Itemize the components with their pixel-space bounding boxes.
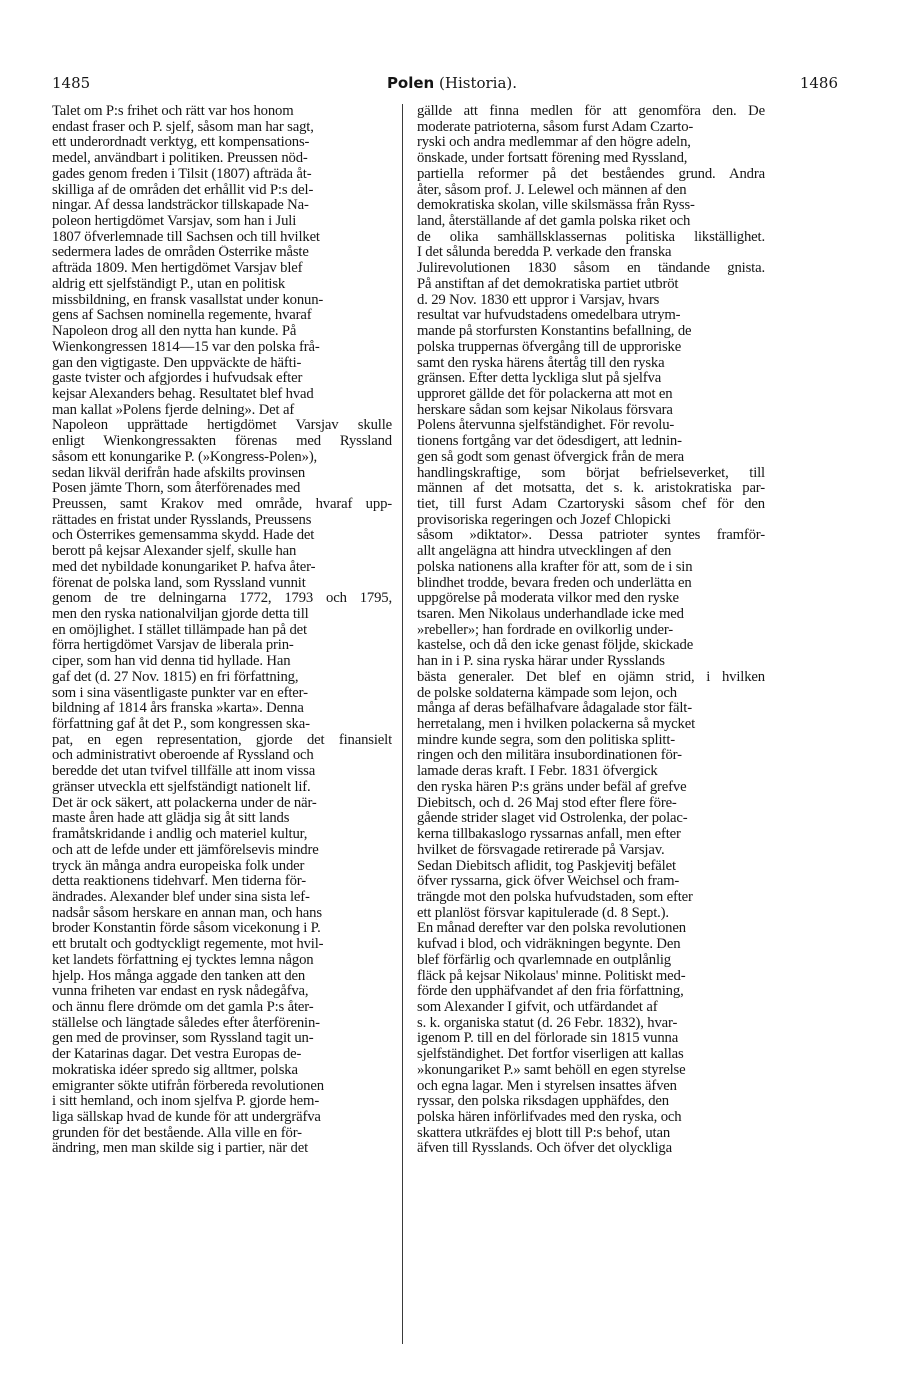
text-line: demokratiska skolan, ville skilsmässa från Ryss- bbox=[417, 198, 695, 214]
text-line: allt angelägna att hindra utvecklingen af den bbox=[417, 544, 672, 560]
text-line: land, återställande af det gamla polska riket och bbox=[417, 214, 691, 230]
text-line: missbildning, en fransk vasallstat under konun- bbox=[52, 292, 324, 308]
text-line: gan den vigtigaste. Den uppväckte de häfti- bbox=[52, 355, 302, 371]
text-line: polska truppernas öfvergång till de upproriske bbox=[417, 339, 682, 355]
text-line: skattera utkräfdes ej blott till P:s behof, utan bbox=[417, 1125, 671, 1141]
text-line: trängde mot den polska hufvudstaden, som efter bbox=[417, 889, 693, 905]
text-line: berott på kejsar Alexander sjelf, skulle han bbox=[52, 544, 297, 560]
text-line: partiella reformer på det beståendes grund. Andra bbox=[417, 166, 765, 182]
text-line: kerna tillbakaslogo ryssarnas anfall, men efter bbox=[417, 827, 681, 843]
text-line: handlingskraftige, som börjat befrielseverket, till bbox=[417, 465, 765, 481]
text-line: som i sina väsentligaste punkter var en efter- bbox=[52, 685, 308, 701]
text-line: ett planlöst försvar kapitulerade (d. 8 Sept.). bbox=[417, 905, 669, 921]
text-line: och att de lefde under ett jämförelsevis mindre bbox=[52, 842, 319, 858]
text-line: moderate patrioterna, såsom furst Adam Czarto- bbox=[417, 119, 694, 135]
text-line: många af deras befälhafvare ådagalade stor fält- bbox=[417, 701, 692, 717]
text-line: blef förfärlig och qvarlemnade en outplånlig bbox=[417, 952, 672, 968]
text-line: sedan likväl derifrån hade afskilts provinsen bbox=[52, 465, 306, 481]
text-line: provisoriska regeringen och Jozef Chlopicki bbox=[417, 512, 671, 528]
text-line: mindre kunde segra, som den politiska splitt- bbox=[417, 732, 675, 748]
text-line: författning gaf åt det P., som kongressen ska- bbox=[52, 717, 310, 733]
text-line: gaf det (d. 27 Nov. 1815) en fri författning, bbox=[52, 669, 299, 685]
text-line: igenom P. till en del förlorade sin 1815 vunna bbox=[417, 1031, 679, 1047]
text-line: der Katarinas dagar. Det vestra Europas de- bbox=[52, 1047, 302, 1063]
text-line: Preussen, samt Krakov med område, hvaraf upp- bbox=[52, 496, 392, 512]
running-header bbox=[0, 74, 904, 92]
text-line: han in i P. sina ryska härar under Rysslands bbox=[417, 654, 665, 670]
text-line: de polske soldaterna kämpade som lejon, och bbox=[417, 685, 677, 701]
text-line: åter, såsom prof. J. Lelewel och männen af den bbox=[417, 182, 687, 198]
text-line: aldrig ett sjelfständigt P., utan en politisk bbox=[52, 276, 286, 292]
text-line: gällde att finna medlen för att genomföra den. De bbox=[417, 104, 765, 119]
text-line: Napoleon drog all den nytta han kunde. På bbox=[52, 324, 297, 340]
text-line: kejsar Alexanders behag. Resultatet blef hvad bbox=[52, 386, 314, 402]
text-line: en omöjlighet. I stället tillämpade han på det bbox=[52, 622, 307, 638]
text-line: pat, en egen representation, gjorde det finansielt bbox=[52, 732, 392, 748]
text-line: herretalang, men i hvilken polackerna så mycket bbox=[417, 717, 696, 733]
text-line: gående strider slaget vid Ostrolenka, der polac- bbox=[417, 811, 688, 827]
text-line: hjelp. Hos många aggade den tanken att den bbox=[52, 968, 306, 984]
text-line: Sedan Diebitsch aflidit, tog Paskjevitj befälet bbox=[417, 858, 676, 874]
text-line: tiet, till furst Adam Czartoryski såsom chef för den bbox=[417, 496, 765, 512]
text-line: 1807 öfverlemnade till Sachsen och till hvilket bbox=[52, 229, 320, 245]
text-line: den ryska hären P:s gräns under befäl af grefve bbox=[417, 779, 687, 795]
text-line: rättades en fristat under Rysslands, Preussens bbox=[52, 512, 312, 528]
text-line: gen så godt som genast öfvergick från de mera bbox=[417, 449, 685, 465]
running-header-title: Polen bbox=[386, 74, 435, 92]
text-line: hvilket de försvagade retirerade på Varsjav. bbox=[417, 842, 665, 858]
right-page-number: 1486 bbox=[799, 74, 838, 92]
text-line: Posen jämte Thorn, som återförenades med bbox=[52, 481, 301, 497]
text-line: Napoleon upprättade hertigdömet Varsjav skulle bbox=[52, 418, 392, 434]
text-line: blindhet trodde, bevara freden och underlätta en bbox=[417, 575, 692, 591]
text-line: gades genom freden i Tilsit (1807) afträda åt- bbox=[52, 166, 312, 182]
text-line: bästa generaler. Det blef en ojämn strid, i hvilken bbox=[417, 669, 765, 685]
text-line: i sitt hemland, och inom sjelfva P. gjorde hem- bbox=[52, 1094, 320, 1110]
text-line: ett underordnadt verktyg, ett kompensations- bbox=[52, 135, 310, 151]
text-line: emigranter sökte utifrån förbereda revolutionen bbox=[52, 1078, 324, 1094]
text-line: upproret gällde det för polackerna att mot en bbox=[417, 386, 673, 402]
text-line: gens af Sachsen nominella regemente, hvaraf bbox=[52, 308, 312, 324]
text-line: kastelse, och då den icke genast följde, skickade bbox=[417, 638, 694, 654]
text-line: gränser utveckla ett sjelfständigt nationelt lif. bbox=[52, 779, 311, 795]
text-line: lamade deras kraft. I Febr. 1831 öfvergick bbox=[417, 764, 658, 780]
text-line: tionens fortgång var det ödesdigert, att lednin- bbox=[417, 434, 682, 450]
text-line: men den ryska nationalviljan gjorde detta till bbox=[52, 607, 309, 622]
text-line: mande på storfursten Konstantins befallning, de bbox=[417, 324, 692, 340]
text-line: gen med de provinser, som Ryssland tagit un- bbox=[52, 1031, 314, 1047]
text-line: ändring, men man skilde sig i partier, när det bbox=[52, 1141, 308, 1157]
text-line: ryssar, den polska riksdagen upphäfdes, den bbox=[417, 1094, 669, 1110]
text-line: gaste tvister och afgjordes i hufvudsak efter bbox=[52, 371, 303, 387]
text-line: d. 29 Nov. 1830 ett uppror i Varsjav, hvars bbox=[417, 292, 660, 308]
text-line: Wienkongressen 1814—15 var den polska frå- bbox=[52, 339, 320, 355]
text-line: Polens återvunna sjelfständighet. För revolu- bbox=[417, 418, 675, 434]
text-line: samt den ryska härens återtåg till den ryska bbox=[417, 355, 665, 371]
text-line: maste åren hade att glädja sig åt sitt lands bbox=[52, 811, 290, 827]
text-line: s. k. organiska statut (d. 26 Febr. 1832), hvar- bbox=[417, 1015, 678, 1031]
text-line: ändrades. Alexander blef under sina sista lef- bbox=[52, 889, 310, 905]
text-line: afträda 1809. Men hertigdömet Varsjav blef bbox=[52, 261, 303, 277]
text-line: ryski och andra medlemmar af den högre adeln, bbox=[417, 135, 691, 151]
text-line: önskade, under fortsatt förening med Ryssland, bbox=[417, 151, 688, 167]
text-line: sedermera lades de områden Österrike måste bbox=[52, 245, 309, 261]
text-line: ningar. Af dessa landsträckor tillskapade Na- bbox=[52, 198, 309, 214]
text-line: enligt Wienkongressakten förenas med Ryssland bbox=[52, 434, 392, 450]
text-line: uppgörelse på moderata vilkor med den ryske bbox=[417, 591, 679, 607]
left-text-column bbox=[52, 104, 392, 1157]
text-line: med det nybildade konungariket P. hafva åter- bbox=[52, 559, 316, 575]
text-line: skilliga af de områden det erhållit vid P:s del- bbox=[52, 182, 314, 198]
left-page-number: 1485 bbox=[52, 74, 91, 92]
text-line: En månad derefter var den polska revolutionen bbox=[417, 921, 686, 937]
right-text-column bbox=[417, 104, 765, 1157]
text-line: mokratiska idéer spredo sig alltmer, polska bbox=[52, 1062, 298, 1078]
text-line: Det är ock säkert, att polackerna under de när- bbox=[52, 795, 317, 811]
text-line: och egna lagar. Men i styrelsen insattes äfven bbox=[417, 1078, 677, 1094]
text-line: de olika samhällsklassernas politiska likställighet. bbox=[417, 229, 765, 245]
column-divider bbox=[402, 104, 403, 1344]
text-line: ciper, som han vid denna tid hyllade. Han bbox=[52, 654, 291, 670]
text-line: tryck än många andra europeiska folk under bbox=[52, 858, 305, 874]
text-line: förenat de polska land, som Ryssland vunnit bbox=[52, 575, 306, 591]
text-line: vunna friheten var endast en rysk nådegåfva, bbox=[52, 984, 309, 1000]
text-line: resultat var hufvudstadens omedelbara utrym- bbox=[417, 308, 681, 324]
text-line: På anstiftan af det demokratiska partiet utbröt bbox=[417, 276, 679, 292]
text-line: nadsår såsom herskare en annan man, och hans bbox=[52, 905, 322, 921]
text-line: såsom ett konungarike P. (»Kongress-Polen»), bbox=[52, 449, 318, 465]
text-line: äfven till Rysslands. Och öfver det olyckliga bbox=[417, 1141, 672, 1157]
text-line: förde den upphäfvandet af den fria författning, bbox=[417, 984, 684, 1000]
text-line: och administrativt oberoende af Ryssland och bbox=[52, 748, 314, 764]
text-line: kufvad i blod, och vidräkningen begynte. Den bbox=[417, 937, 681, 953]
text-line: ställelse och längtade således efter återförenin- bbox=[52, 1015, 320, 1031]
text-line: herskare sådan som kejsar Nikolaus försvara bbox=[417, 402, 673, 418]
text-line: som Alexander I gifvit, och utfärdandet af bbox=[417, 999, 658, 1015]
text-line: ket landets författning ej tycktes lemna någon bbox=[52, 952, 314, 968]
text-line: polska hären införlifvades med den ryska, och bbox=[417, 1110, 682, 1125]
text-line: förra hertigdömet Varsjav de liberala prin- bbox=[52, 638, 294, 654]
text-line: I det sålunda beredda P. verkade den franska bbox=[417, 245, 672, 261]
text-line: grunden för det bestående. Alla ville en för- bbox=[52, 1125, 302, 1141]
text-line: fläck på kejsar Nikolaus' minne. Politiskt med- bbox=[417, 968, 686, 984]
text-line: männen af det motsatta, det s. k. aristokratiska par- bbox=[417, 481, 765, 497]
text-line: endast fraser och P. sjelf, såsom man har sagt, bbox=[52, 119, 314, 135]
text-line: sjelfständighet. Det fortfor viserligen att kallas bbox=[417, 1047, 684, 1063]
text-line: bildning af 1814 års franska »karta». Denna bbox=[52, 701, 304, 717]
text-line: Talet om P:s frihet och rätt var hos honom bbox=[52, 104, 294, 119]
text-line: ett brutalt och godtyckligt regemente, mot hvil- bbox=[52, 937, 324, 953]
text-line: polska nationens alla krafter för att, som de i sin bbox=[417, 559, 693, 575]
text-line: poleon hertigdömet Varsjav, som han i Juli bbox=[52, 214, 297, 230]
text-line: såsom »diktator». Dessa patrioter syntes framför- bbox=[417, 528, 765, 544]
text-line: Diebitsch, och d. 26 Maj stod efter flere före- bbox=[417, 795, 677, 811]
running-header-subtitle: (Historia). bbox=[439, 74, 518, 92]
text-line: man kallat »Polens fjerde delning». Det af bbox=[52, 402, 295, 418]
text-line: liga sällskap hvad de kunde för att undergräfva bbox=[52, 1110, 321, 1125]
text-line: öfver ryssarna, gick öfver Weichsel och fram- bbox=[417, 874, 680, 890]
text-line: »konungariket P.» samt behöll en egen styrelse bbox=[417, 1062, 686, 1078]
text-line: framåtskridande i andlig och materiel kultur, bbox=[52, 827, 308, 843]
text-line: ringen och den militära insubordinationen för- bbox=[417, 748, 682, 764]
text-line: beredde det utan tvifvel tillfälle att inom vissa bbox=[52, 764, 316, 780]
text-line: »rebeller»; han fordrade en ovilkorlig under- bbox=[417, 622, 674, 638]
text-line: gränsen. Efter detta lyckliga slut på sjelfva bbox=[417, 371, 662, 387]
text-line: genom de tre delningarna 1772, 1793 och 1795, bbox=[52, 591, 392, 607]
text-line: och ännu flere drömde om det gamla P:s åter- bbox=[52, 999, 314, 1015]
text-line: Julirevolutionen 1830 såsom en tändande gnista. bbox=[417, 261, 765, 277]
text-line: medel, användbart i politiken. Preussen nöd- bbox=[52, 151, 308, 167]
text-line: tsaren. Men Nikolaus underhandlade icke med bbox=[417, 607, 684, 622]
text-line: detta reaktionens tidehvarf. Men tiderna för- bbox=[52, 874, 306, 890]
text-line: och Österrikes gemensamma skydd. Hade det bbox=[52, 528, 315, 544]
text-line: broder Konstantin förde såsom vicekonung i P. bbox=[52, 921, 321, 937]
